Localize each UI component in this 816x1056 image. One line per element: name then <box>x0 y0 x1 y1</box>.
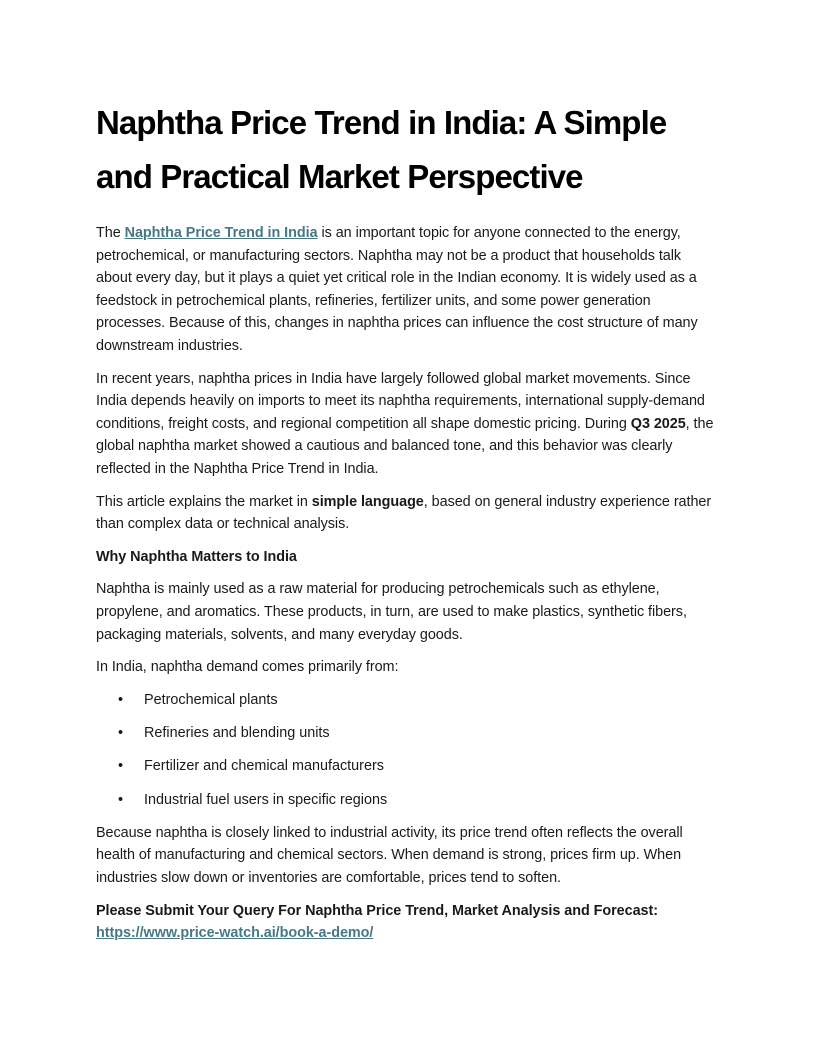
demand-list <box>96 689 720 811</box>
book-demo-link[interactable]: https://www.price-watch.ai/book-a-demo/ <box>96 925 374 942</box>
list-item-text: Industrial fuel users in specific regions <box>144 791 388 808</box>
paragraph3-text-after: , based on general industry experience rather than complex data or technical analysis. <box>96 493 712 533</box>
intro-paragraph <box>96 222 720 358</box>
list-item-text: Refineries and blending units <box>144 724 330 741</box>
list-item <box>96 689 720 712</box>
naphtha-price-trend-link[interactable]: Naphtha Price Trend in India <box>124 225 318 241</box>
bullet-icon: • <box>118 724 124 741</box>
bullet-icon: • <box>118 691 124 708</box>
market-movement-paragraph <box>96 368 720 481</box>
paragraph2-text-after: , the global naphtha market showed a cautious and balanced tone, and this behavior was clearly reflected in the Naphtha Price Trend in India. <box>96 415 714 477</box>
naphtha-uses-paragraph: Naphtha is mainly used as a raw material for producing petrochemicals such as ethylene, propylene, and aromatics. These products, in turn, are used to make plastics, synthetic fibers, packaging materials, solvents, and many everyday goods. <box>96 581 687 643</box>
intro-lead: The <box>96 225 125 241</box>
cta-text: Please Submit Your Query For Naphtha Price Trend, Market Analysis and Forecast: <box>96 902 658 919</box>
demand-intro-paragraph: In India, naphtha demand comes primarily from: <box>96 659 399 676</box>
bullet-icon: • <box>118 791 124 808</box>
page-title: Naphtha Price Trend in India: A Simple and Practical Market Perspective <box>96 104 667 195</box>
section-heading: Why Naphtha Matters to India <box>96 548 297 565</box>
article-purpose-paragraph <box>96 491 720 536</box>
paragraph3-text-before: This article explains the market in <box>96 493 312 510</box>
list-item-text: Fertilizer and chemical manufacturers <box>144 758 384 775</box>
list-item <box>96 789 720 812</box>
q3-2025-emphasis: Q3 2025 <box>630 415 686 432</box>
list-item <box>96 722 720 745</box>
paragraph2-text-before: In recent years, naphtha prices in India have largely followed global market movements. Since India depends heavily on imports to meet its naphtha requirements, international supply-demand conditions, freight costs, and regional competition all shape domestic pricing. During <box>96 370 705 432</box>
bullet-icon: • <box>118 758 124 775</box>
intro-rest: is an important topic for anyone connected to the energy, petrochemical, or manufacturing sectors. Naphtha may not be a product that households talk about every day, but it plays a quiet yet critical role in the Indian economy. It is widely used as a feedstock in petrochemical plants, refineries, fertilizer units, and some power generation processes. Because of this, changes in naphtha prices can influence the cost structure of many downstream industries. <box>96 225 698 354</box>
list-item-text: Petrochemical plants <box>144 691 278 708</box>
query-cta-paragraph <box>96 900 720 945</box>
simple-language-emphasis: simple language <box>311 493 424 510</box>
list-item <box>96 755 720 778</box>
price-trend-paragraph: Because naphtha is closely linked to industrial activity, its price trend often reflects the overall health of manufacturing and chemical sectors. When demand is strong, prices firm up. When industries slow down or inventories are comfortable, prices tend to soften. <box>96 824 683 886</box>
document-page <box>96 96 720 955</box>
